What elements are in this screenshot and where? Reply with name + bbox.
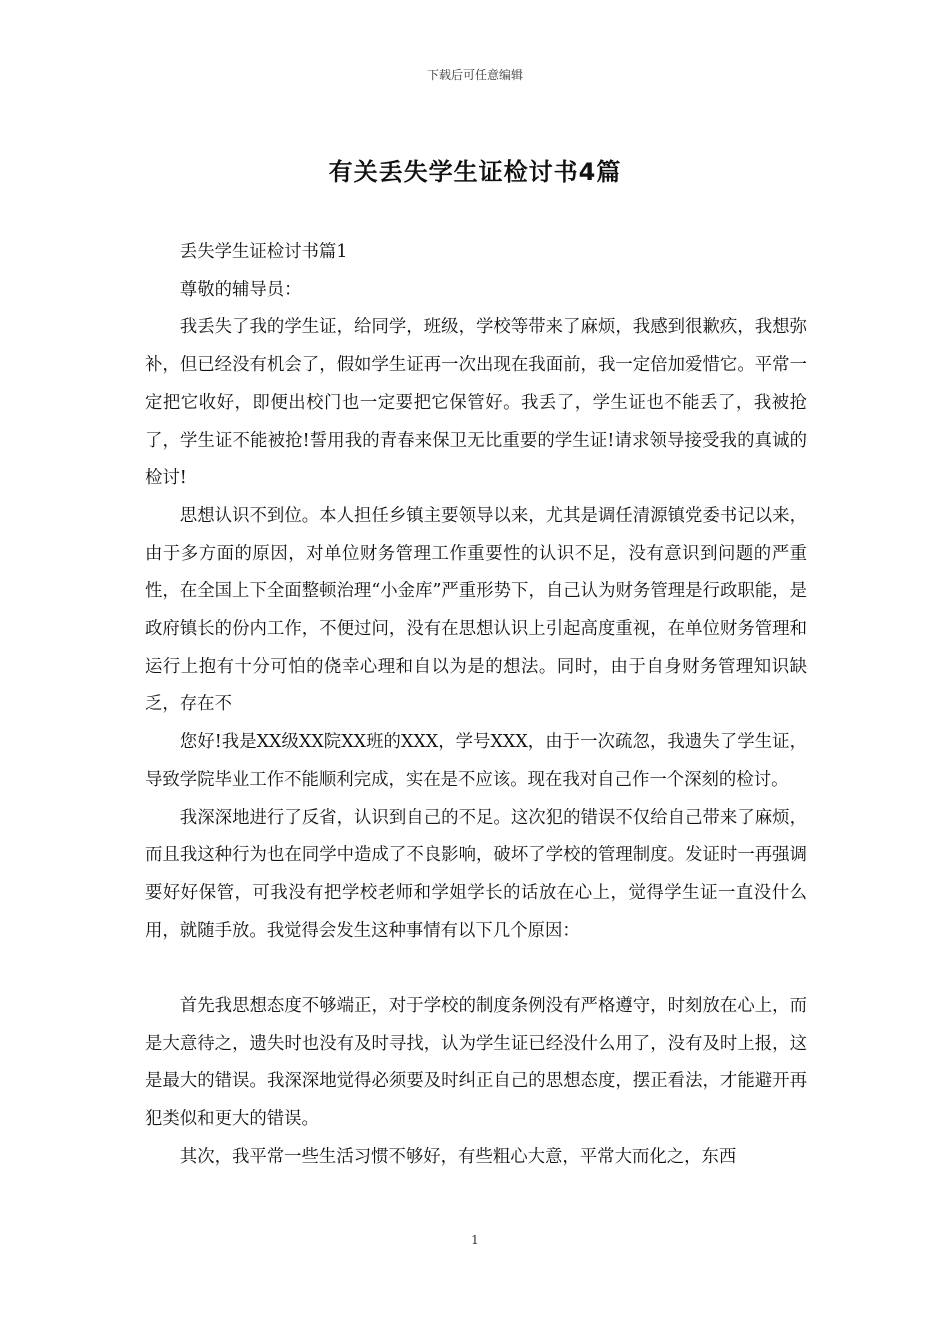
body-paragraph: 思想认识不到位。本人担任乡镇主要领导以来，尤其是调任清源镇党委书记以来，由于多方面的原因，对单位财务管理工作重要性的认识不足，没有意识到问题的严重性，在全国上下全面整顿治理“小金库”严重形势下，自己认为财务管理是行政职能，是政府镇长的份内工作，不便过问，没有在思想认识上引起高度重视，在单位财务管理和运行上抱有十分可怕的侥幸心理和自以为是的想法。同时，由于自身财务管理知识缺乏，存在不 [145, 505, 807, 715]
body-paragraph: 您好!我是XX级XX院XX班的XXX，学号XXX，由于一次疏忽，我遗失了学生证，导致学院毕业工作不能顺利完成，实在是不应该。现在我对自己作一个深刻的检讨。 [145, 732, 807, 790]
body-paragraph: 首先我思想态度不够端正，对于学校的制度条例没有严格遵守，时刻放在心上，而是大意待之，遗失时也没有及时寻找，认为学生证已经没什么用了，没有及时上报，这是最大的错误。我深深地觉得必须要及时纠正自己的思想态度，摆正看法，才能避开再犯类似和更大的错误。 [145, 996, 807, 1130]
document-body [145, 234, 807, 1177]
paragraph-spacer [145, 950, 807, 988]
body-paragraph: 其次，我平常一些生活习惯不够好，有些粗心大意，平常大而化之，东西 [179, 1146, 737, 1167]
section-heading: 丢失学生证检讨书篇1 [179, 242, 348, 262]
header-note: 下载后可任意编辑 [426, 68, 523, 82]
salutation: 尊敬的辅导员： [179, 279, 302, 300]
body-paragraph: 我丢失了我的学生证，给同学，班级，学校等带来了麻烦，我感到很歉疚，我想弥补，但已经没有机会了，假如学生证再一次出现在我面前，我一定倍加爱惜它。平常一定把它收好，即便出校门也一定要把它保管好。我丢了，学生证也不能丢了，我被抢了，学生证不能被抢!誓用我的青春来保卫无比重要的学生证!请求领导接受我的真诚的检讨! [145, 317, 807, 489]
page-number: 1 [471, 1233, 479, 1247]
document-title: 有关丢失学生证检讨书4篇 [328, 158, 622, 186]
body-paragraph: 我深深地进行了反省，认识到自己的不足。这次犯的错误不仅给自己带来了麻烦，而且我这种行为也在同学中造成了不良影响，破坏了学校的管理制度。发证时一再强调要好好保管，可我没有把学校老师和学姐学长的话放在心上，觉得学生证一直没什么用，就随手放。我觉得会发生这种事情有以下几个原因： [145, 807, 807, 941]
